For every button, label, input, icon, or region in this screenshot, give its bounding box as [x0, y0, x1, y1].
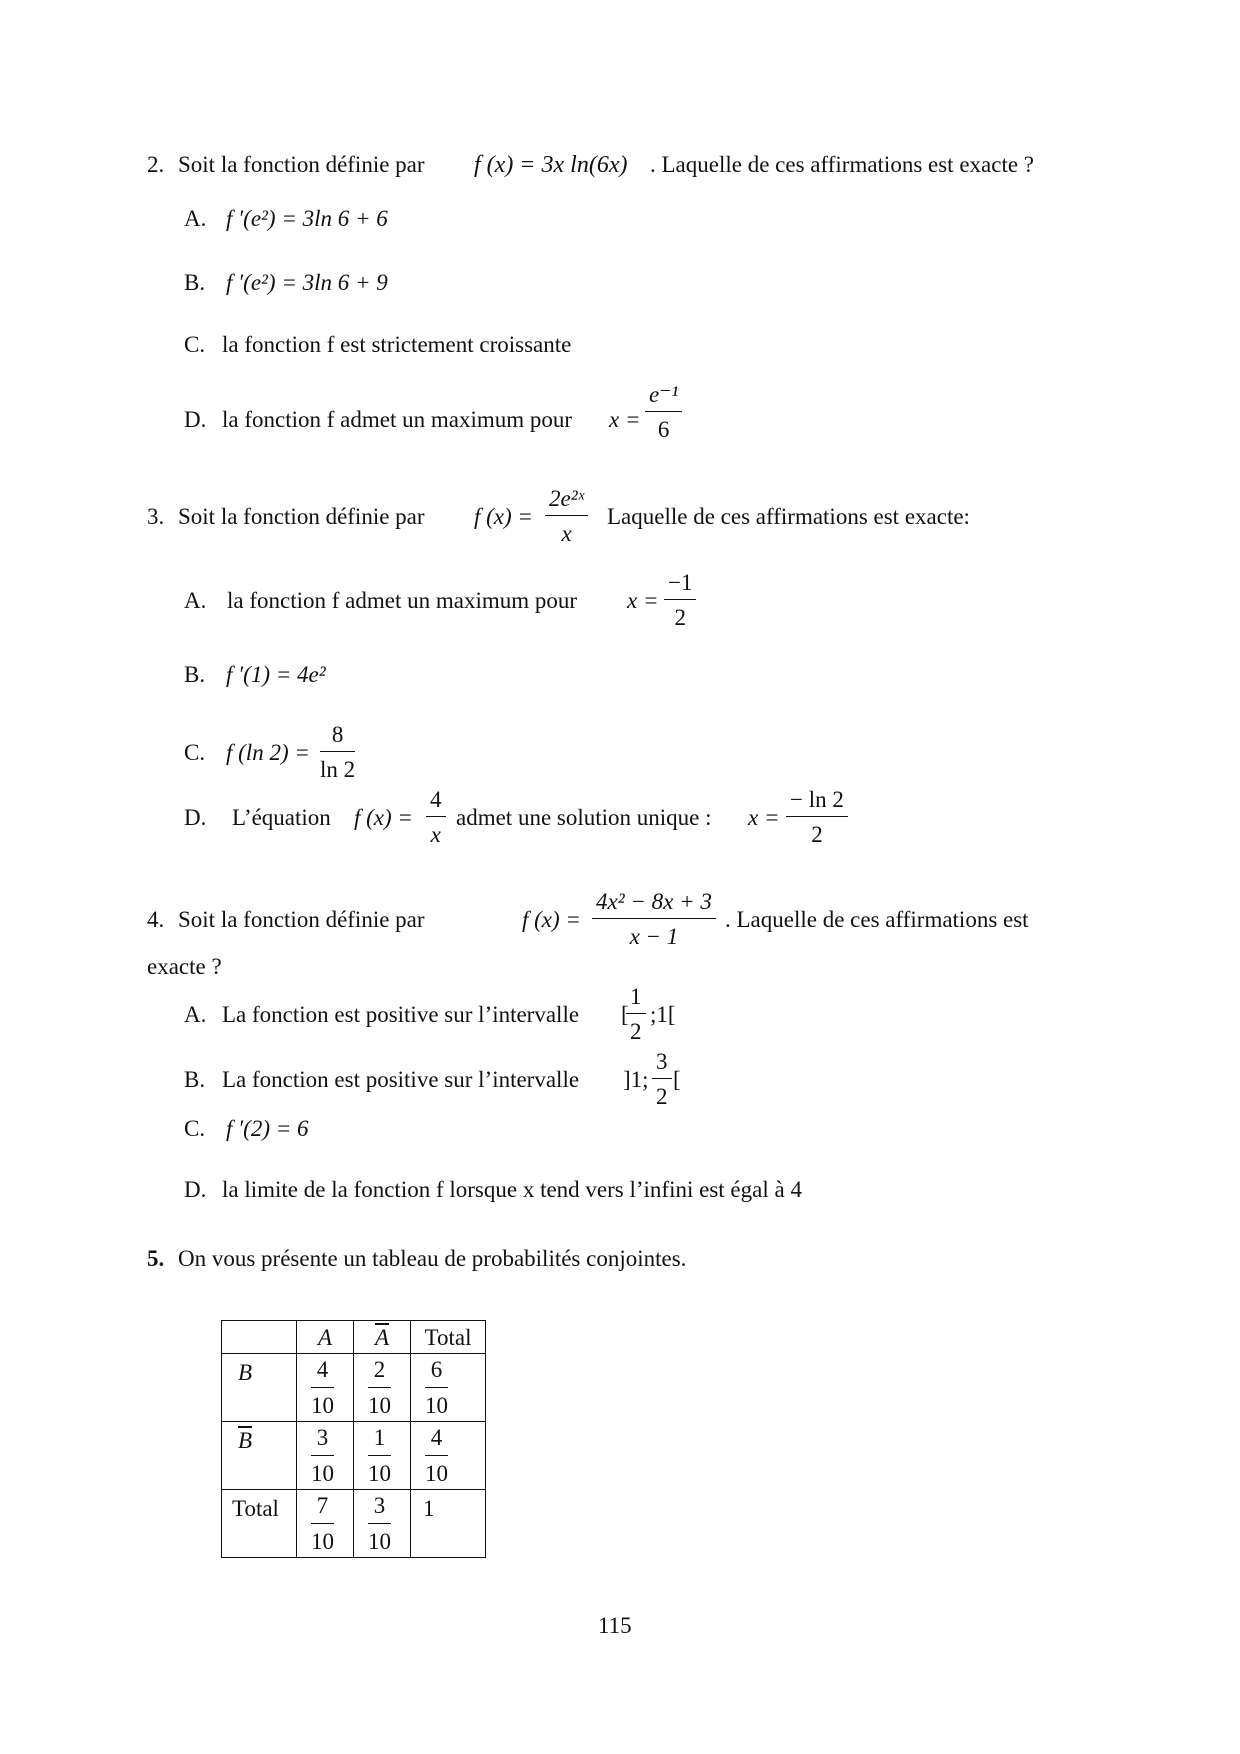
- table-cell: $\frac{3}{10}$: [297, 1422, 354, 1490]
- q3-d-label: D.: [184, 805, 207, 830]
- q2-a-label: A.: [184, 206, 207, 231]
- q2-d-fraction: [645, 383, 682, 441]
- row-label-total: Total: [222, 1490, 297, 1558]
- q2-d-text: la fonction f admet un maximum pour: [222, 407, 573, 432]
- q2-b-text: f ′(e²) = 3ln 6 + 9: [226, 270, 388, 295]
- q3-d-lhs2: x =: [748, 805, 780, 830]
- q2-b-label: B.: [184, 270, 206, 295]
- row-label-b-bar: $\overline{B}$: [222, 1422, 297, 1490]
- q3-d-text2: admet une solution unique :: [456, 805, 712, 830]
- q4-a-denominator: 2: [630, 1019, 642, 1044]
- q3-a-text: la fonction f admet un maximum pour: [227, 588, 578, 613]
- q3-d-denominator2: 2: [811, 822, 823, 847]
- q2-c-text: la fonction f est strictement croissante: [222, 332, 572, 357]
- q2-formula: f (x) = 3x ln(6x): [474, 152, 628, 178]
- q3-d-fraction: [426, 788, 446, 846]
- q5-number: 5.: [147, 1246, 165, 1271]
- q3-text-after: Laquelle de ces affirmations est exacte:: [607, 504, 970, 529]
- table-row: [222, 1490, 486, 1558]
- q3-a-label: A.: [184, 588, 207, 613]
- q3-a-lhs: x =: [627, 588, 659, 613]
- q3-lhs: f (x) =: [474, 504, 533, 529]
- table-cell: $\frac{3}{10}$: [354, 1490, 411, 1558]
- q4-b-open: ]1;: [623, 1067, 649, 1092]
- table-cell: $\frac{1}{10}$: [354, 1422, 411, 1490]
- table-cell: $\frac{6}{10}$: [411, 1354, 486, 1422]
- table-header-a-bar: $\overline{A}$: [354, 1321, 411, 1354]
- q3-d-numerator: 4: [426, 788, 446, 817]
- page-number: 115: [598, 1613, 632, 1638]
- table-header-total: Total: [411, 1321, 486, 1354]
- q4-numerator: 4x² − 8x + 3: [592, 890, 716, 919]
- q2-number: 2.: [147, 152, 165, 177]
- q2-d-lhs: x =: [609, 407, 641, 432]
- q3-numerator: 2e²ˣ: [545, 487, 588, 516]
- q3-a-fraction: [664, 571, 696, 629]
- q3-number: 3.: [147, 504, 165, 529]
- q3-a-numerator: −1: [664, 571, 696, 600]
- q3-d-text: L’équation: [232, 805, 331, 830]
- q4-number: 4.: [147, 907, 165, 932]
- q2-text: Soit la fonction définie par: [178, 152, 425, 177]
- q2-text-after: . Laquelle de ces affirmations est exacte ?: [650, 152, 1035, 177]
- q4-b-denominator: 2: [656, 1084, 668, 1109]
- q3-b-text: f ′(1) = 4e²: [226, 662, 326, 687]
- q3-d-numerator2: − ln 2: [786, 788, 848, 817]
- table-header-a: A: [297, 1321, 354, 1354]
- q3-text: Soit la fonction définie par: [178, 504, 425, 529]
- table-cell: $\frac{7}{10}$: [297, 1490, 354, 1558]
- q3-c-fraction: [320, 723, 355, 781]
- q3-b-label: B.: [184, 662, 206, 687]
- table-cell: 1: [411, 1490, 486, 1558]
- q4-c-label: C.: [184, 1116, 206, 1141]
- q3-d-denominator: x: [430, 822, 441, 847]
- q4-d-text: la limite de la fonction f lorsque x tend vers l’infini est égal à 4: [222, 1177, 802, 1202]
- q4-b-close: [: [673, 1067, 681, 1092]
- q2-c-label: C.: [184, 332, 206, 357]
- q4-text-cont: exacte ?: [147, 954, 222, 979]
- q5-text: On vous présente un tableau de probabilités conjointes.: [178, 1246, 687, 1271]
- table-cell: $\frac{2}{10}$: [354, 1354, 411, 1422]
- q2-d-numerator: e⁻¹: [645, 383, 682, 412]
- q4-a-close: ;1[: [650, 1002, 676, 1027]
- q4-lhs: f (x) =: [522, 907, 581, 932]
- table-cell: $\frac{4}{10}$: [411, 1422, 486, 1490]
- q4-fraction: [592, 890, 716, 948]
- q4-a-label: A.: [184, 1002, 207, 1027]
- q3-c-numerator: 8: [320, 723, 355, 752]
- row-label-b: B: [222, 1354, 297, 1422]
- q4-c-text: f ′(2) = 6: [226, 1116, 309, 1141]
- q4-a-numerator: 1: [626, 985, 646, 1014]
- q4-a-text: La fonction est positive sur l’intervalle: [222, 1002, 580, 1027]
- q4-a-open: [: [621, 1002, 629, 1027]
- q4-text-after: . Laquelle de ces affirmations est: [725, 907, 1029, 932]
- q3-fraction: [545, 487, 588, 545]
- q3-c-label: C.: [184, 740, 206, 765]
- q4-d-label: D.: [184, 1177, 207, 1202]
- q4-b-fraction: [652, 1050, 672, 1108]
- q3-c-denominator: ln 2: [320, 757, 356, 782]
- q2-d-denominator: 6: [657, 417, 670, 442]
- q4-denominator: x − 1: [629, 924, 679, 949]
- q2-a-text: f ′(e²) = 3ln 6 + 6: [226, 206, 388, 231]
- table-header-row: [222, 1321, 486, 1354]
- probability-table: [221, 1320, 486, 1558]
- q4-b-text: La fonction est positive sur l’intervalle: [222, 1067, 580, 1092]
- q3-d-lhs: f (x) =: [354, 805, 413, 830]
- q4-b-numerator: 3: [652, 1050, 672, 1079]
- q3-a-denominator: 2: [674, 605, 686, 630]
- table-row: [222, 1422, 486, 1490]
- q2-d-label: D.: [184, 407, 207, 432]
- table-header-empty: [222, 1321, 297, 1354]
- q4-a-fraction: [626, 985, 646, 1043]
- q3-d-fraction2: [786, 788, 848, 846]
- table-row: [222, 1354, 486, 1422]
- q4-text: Soit la fonction définie par: [178, 907, 425, 932]
- table-cell: $\frac{4}{10}$: [297, 1354, 354, 1422]
- q4-b-label: B.: [184, 1067, 206, 1092]
- q3-denominator: x: [561, 521, 572, 546]
- q3-c-lhs: f (ln 2) =: [226, 740, 310, 765]
